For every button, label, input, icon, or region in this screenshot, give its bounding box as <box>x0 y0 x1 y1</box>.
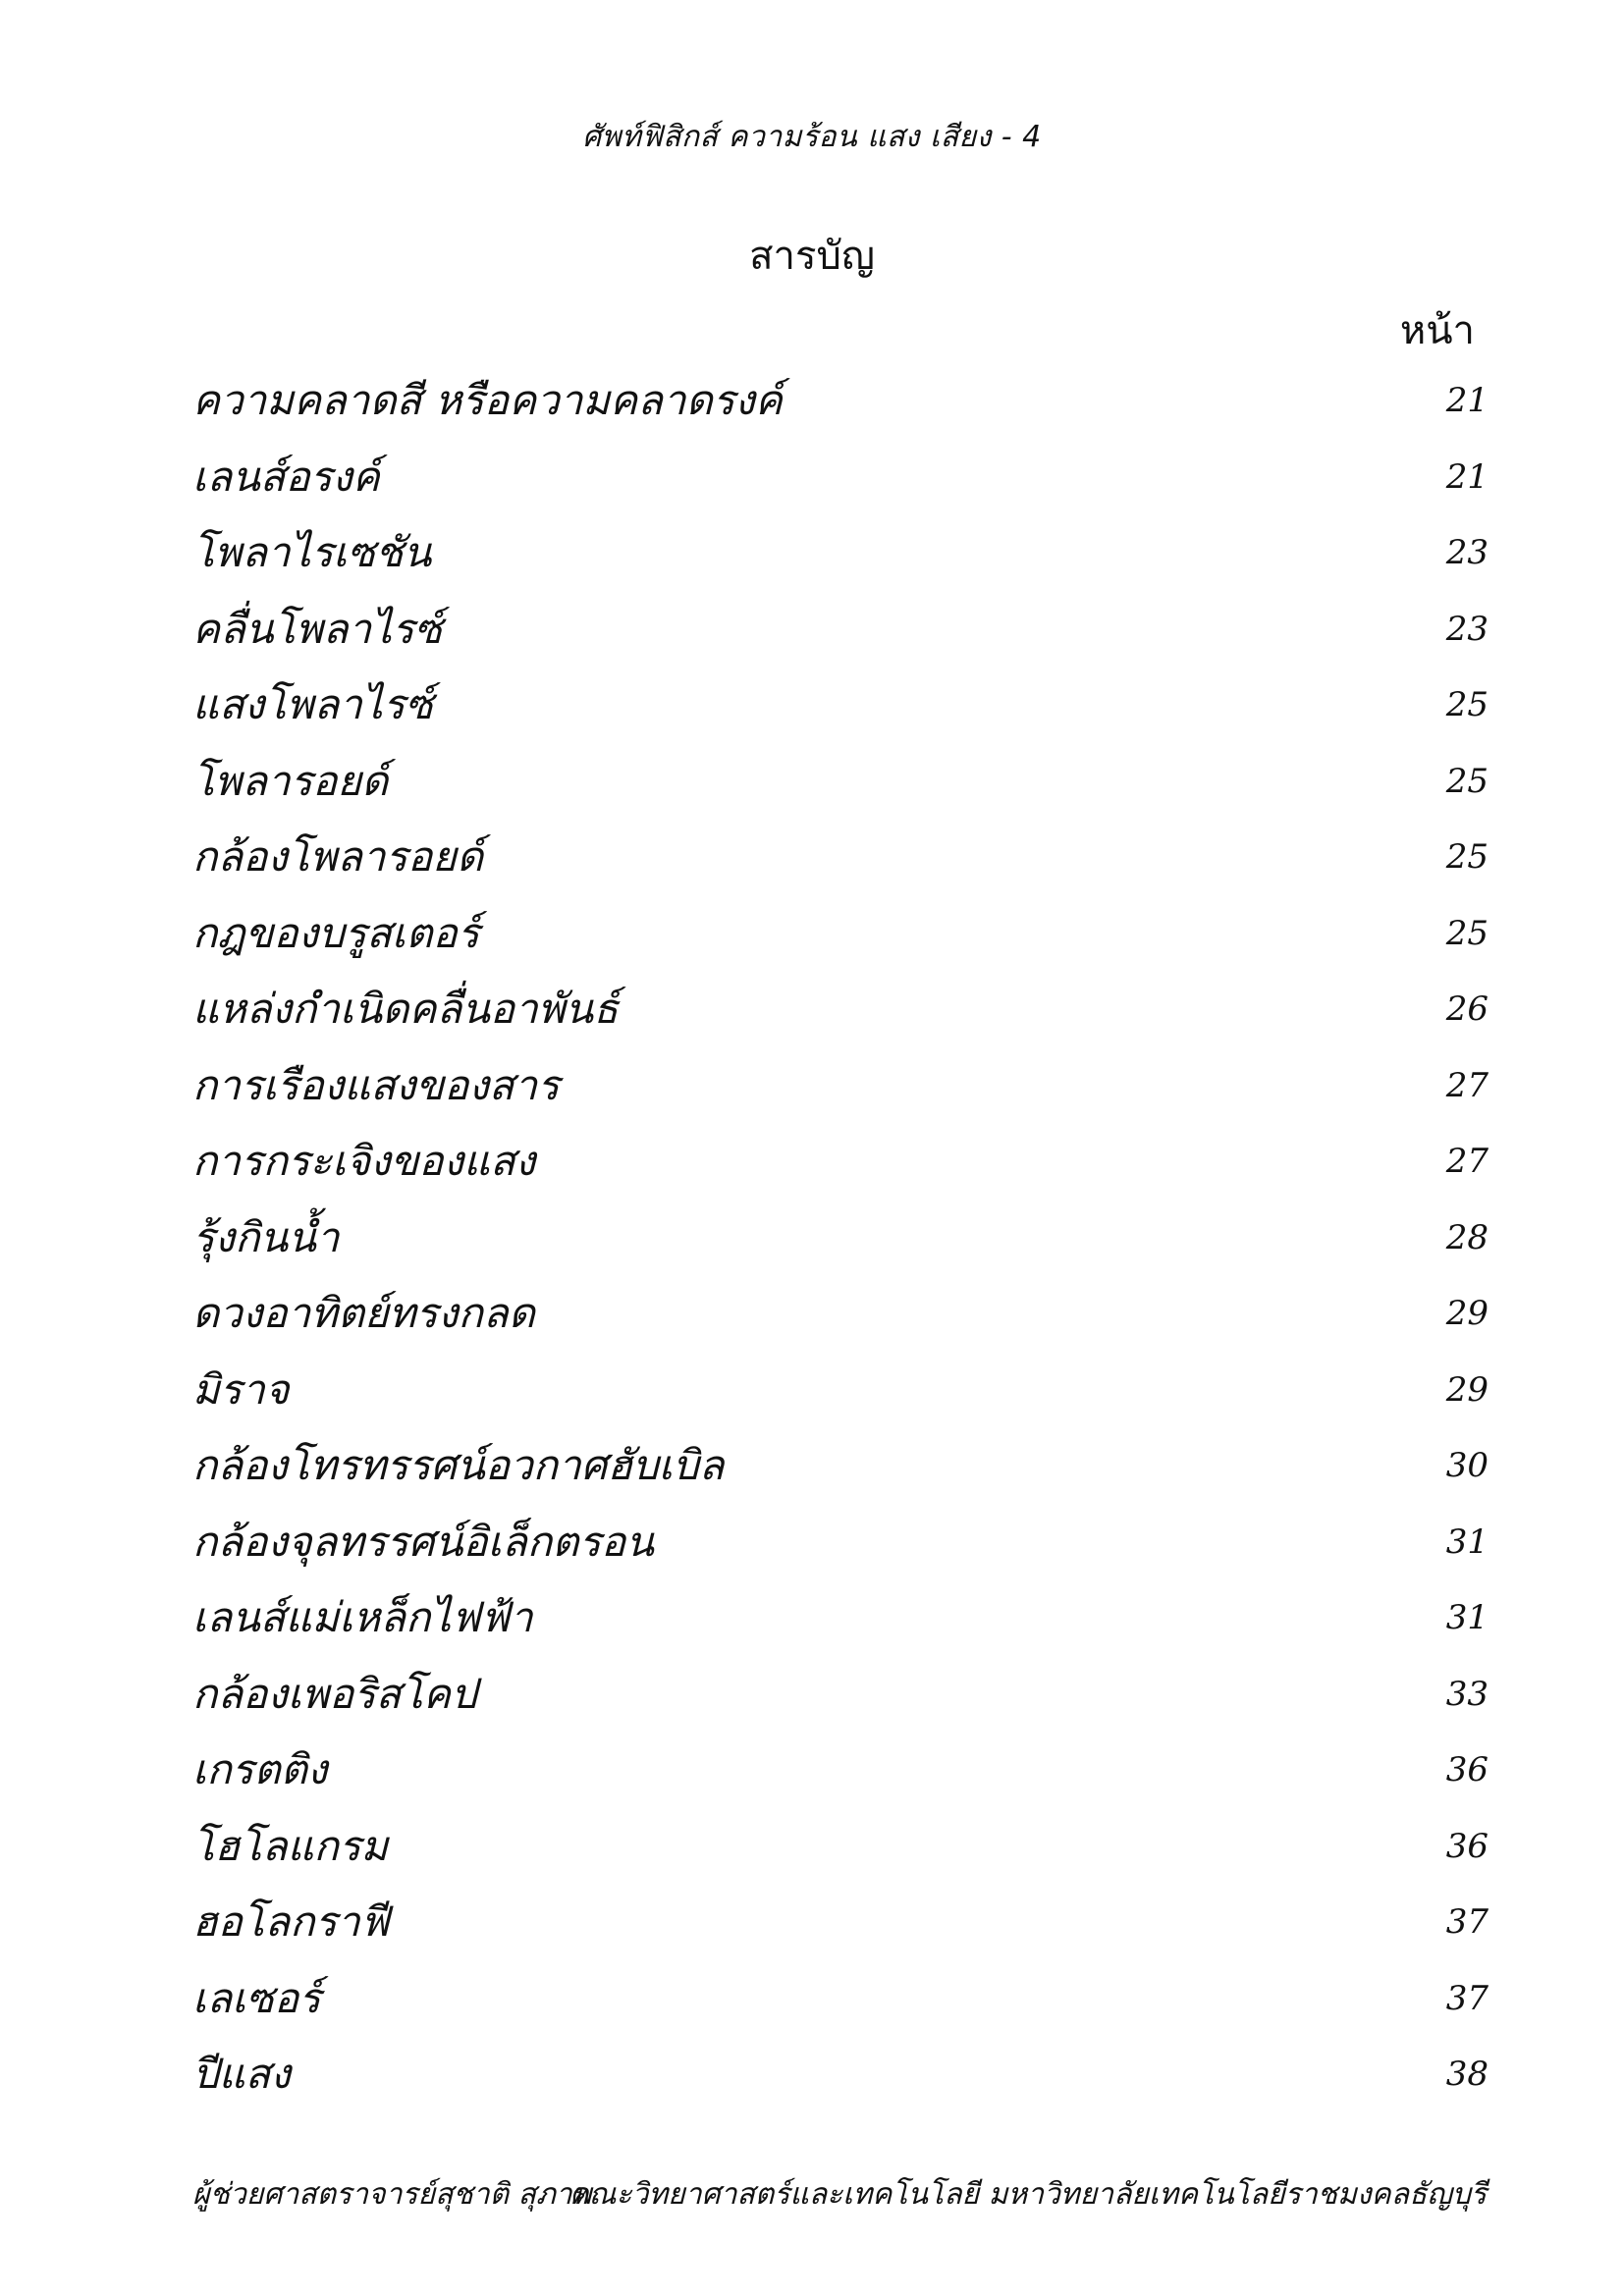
toc-entry-title: เลเซอร์ <box>192 1973 321 2022</box>
toc-entry-page: 27 <box>1445 1142 1489 1181</box>
toc-entry-page: 30 <box>1445 1446 1489 1485</box>
toc-entry-page: 28 <box>1445 1217 1489 1257</box>
toc-entry-title: คลื่นโพลาไรซ์ <box>192 604 443 653</box>
toc-entry-page: 25 <box>1445 685 1489 724</box>
toc-entry-title: กฎของบรูสเตอร์ <box>192 908 480 957</box>
toc-entry-title: โพลารอยด์ <box>192 756 389 805</box>
toc-entry-title: ปีแสง <box>192 2050 291 2098</box>
toc-title: สารบัญ <box>749 234 875 279</box>
running-header: ศัพท์ฟิสิกส์ ความร้อน แสง เสียง - 4 <box>582 120 1042 154</box>
toc-entry <box>192 1513 1489 1589</box>
toc-entry <box>192 1893 1489 1969</box>
toc-entry-page: 23 <box>1445 533 1489 572</box>
toc-entry-title: แสงโพลาไรซ์ <box>192 680 433 728</box>
toc-entry-title: การเรืองแสงของสาร <box>192 1060 560 1109</box>
toc-entry <box>192 904 1489 981</box>
toc-entry <box>192 828 1489 904</box>
toc-entry-page: 23 <box>1445 609 1489 649</box>
toc-entry-page: 37 <box>1445 1978 1489 2018</box>
toc-entry-page: 31 <box>1445 1522 1489 1562</box>
toc-entry <box>192 600 1489 676</box>
toc-entry-page: 21 <box>1445 381 1489 420</box>
toc-entry <box>192 448 1489 524</box>
toc-entry <box>192 752 1489 828</box>
toc-entry-page: 33 <box>1445 1674 1489 1714</box>
toc-entry-page: 36 <box>1445 1826 1489 1866</box>
toc-entry <box>192 1436 1489 1513</box>
toc-entry <box>192 523 1489 600</box>
toc-entry-page: 31 <box>1445 1598 1489 1637</box>
toc-entry <box>192 675 1489 752</box>
toc-entry <box>192 1588 1489 1665</box>
page-column-label: หน้า <box>1399 308 1475 353</box>
toc-entry-page: 36 <box>1445 1750 1489 1789</box>
toc-entry-title: ฮอโลกราฟี <box>192 1897 390 1946</box>
toc-entry-page: 25 <box>1445 761 1489 801</box>
toc-entry <box>192 2045 1489 2121</box>
toc-entry-page: 38 <box>1445 2055 1489 2094</box>
toc-entry-title: โพลาไรเซชัน <box>192 528 432 576</box>
toc-entry-title: กล้องโพลารอยด์ <box>192 832 484 881</box>
toc-entry-title: เกรตติง <box>192 1745 328 1793</box>
page-footer <box>192 2171 1487 2211</box>
toc-entry-title: รุ้งกินน้ำ <box>192 1212 340 1261</box>
footer-affiliation: คณะวิทยาศาสตร์และเทคโนโลยี มหาวิทยาลัยเทคโนโลยีราชมงคลธัญบุรี <box>568 2177 1487 2212</box>
toc-entry-title: แหล่งกำเนิดคลื่นอาพันธ์ <box>192 985 619 1033</box>
toc-entry-page: 29 <box>1445 1369 1489 1410</box>
toc-entry-title: โฮโลแกรม <box>192 1821 389 1870</box>
footer-author: ผู้ช่วยศาสตราจารย์สุชาติ สุภาพ <box>192 2177 592 2212</box>
toc-entry-page: 25 <box>1445 837 1489 877</box>
toc-entry-title: เลนส์แม่เหล็กไฟฟ้า <box>192 1593 533 1641</box>
toc-entry <box>192 980 1489 1056</box>
toc-entry <box>192 1284 1489 1361</box>
toc-entry <box>192 1361 1489 1437</box>
toc-entry-title: เลนส์อรงค์ <box>192 452 380 501</box>
toc-entry-title: ความคลาดสี หรือความคลาดรงค์ <box>192 376 783 424</box>
toc-entry-page: 27 <box>1445 1065 1489 1105</box>
toc-entry <box>192 1056 1489 1133</box>
toc-entry-title: กล้องจุลทรรศน์อิเล็กตรอน <box>192 1517 654 1566</box>
toc-entry-title: กล้องเพอริสโคป <box>192 1669 477 1718</box>
toc-entry-page: 37 <box>1445 1902 1489 1942</box>
toc-entry-title: ดวงอาทิตย์ทรงกลด <box>192 1289 535 1337</box>
toc-list <box>192 371 1489 2121</box>
toc-entry <box>192 1665 1489 1741</box>
toc-entry-title: การกระเจิงของแสง <box>192 1137 536 1185</box>
toc-entry-page: 21 <box>1445 456 1489 497</box>
toc-entry-page: 29 <box>1445 1294 1489 1333</box>
toc-entry <box>192 1817 1489 1894</box>
toc-entry-page: 25 <box>1445 913 1489 953</box>
toc-entry <box>192 1740 1489 1817</box>
toc-entry-title: กล้องโทรทรรศน์อวกาศฮับเบิล <box>192 1441 725 1489</box>
toc-entry <box>192 1969 1489 2046</box>
toc-entry <box>192 371 1489 448</box>
toc-entry <box>192 1208 1489 1285</box>
toc-entry-page: 26 <box>1445 989 1489 1029</box>
toc-entry <box>192 1132 1489 1208</box>
toc-entry-title: มิราจ <box>192 1364 290 1414</box>
